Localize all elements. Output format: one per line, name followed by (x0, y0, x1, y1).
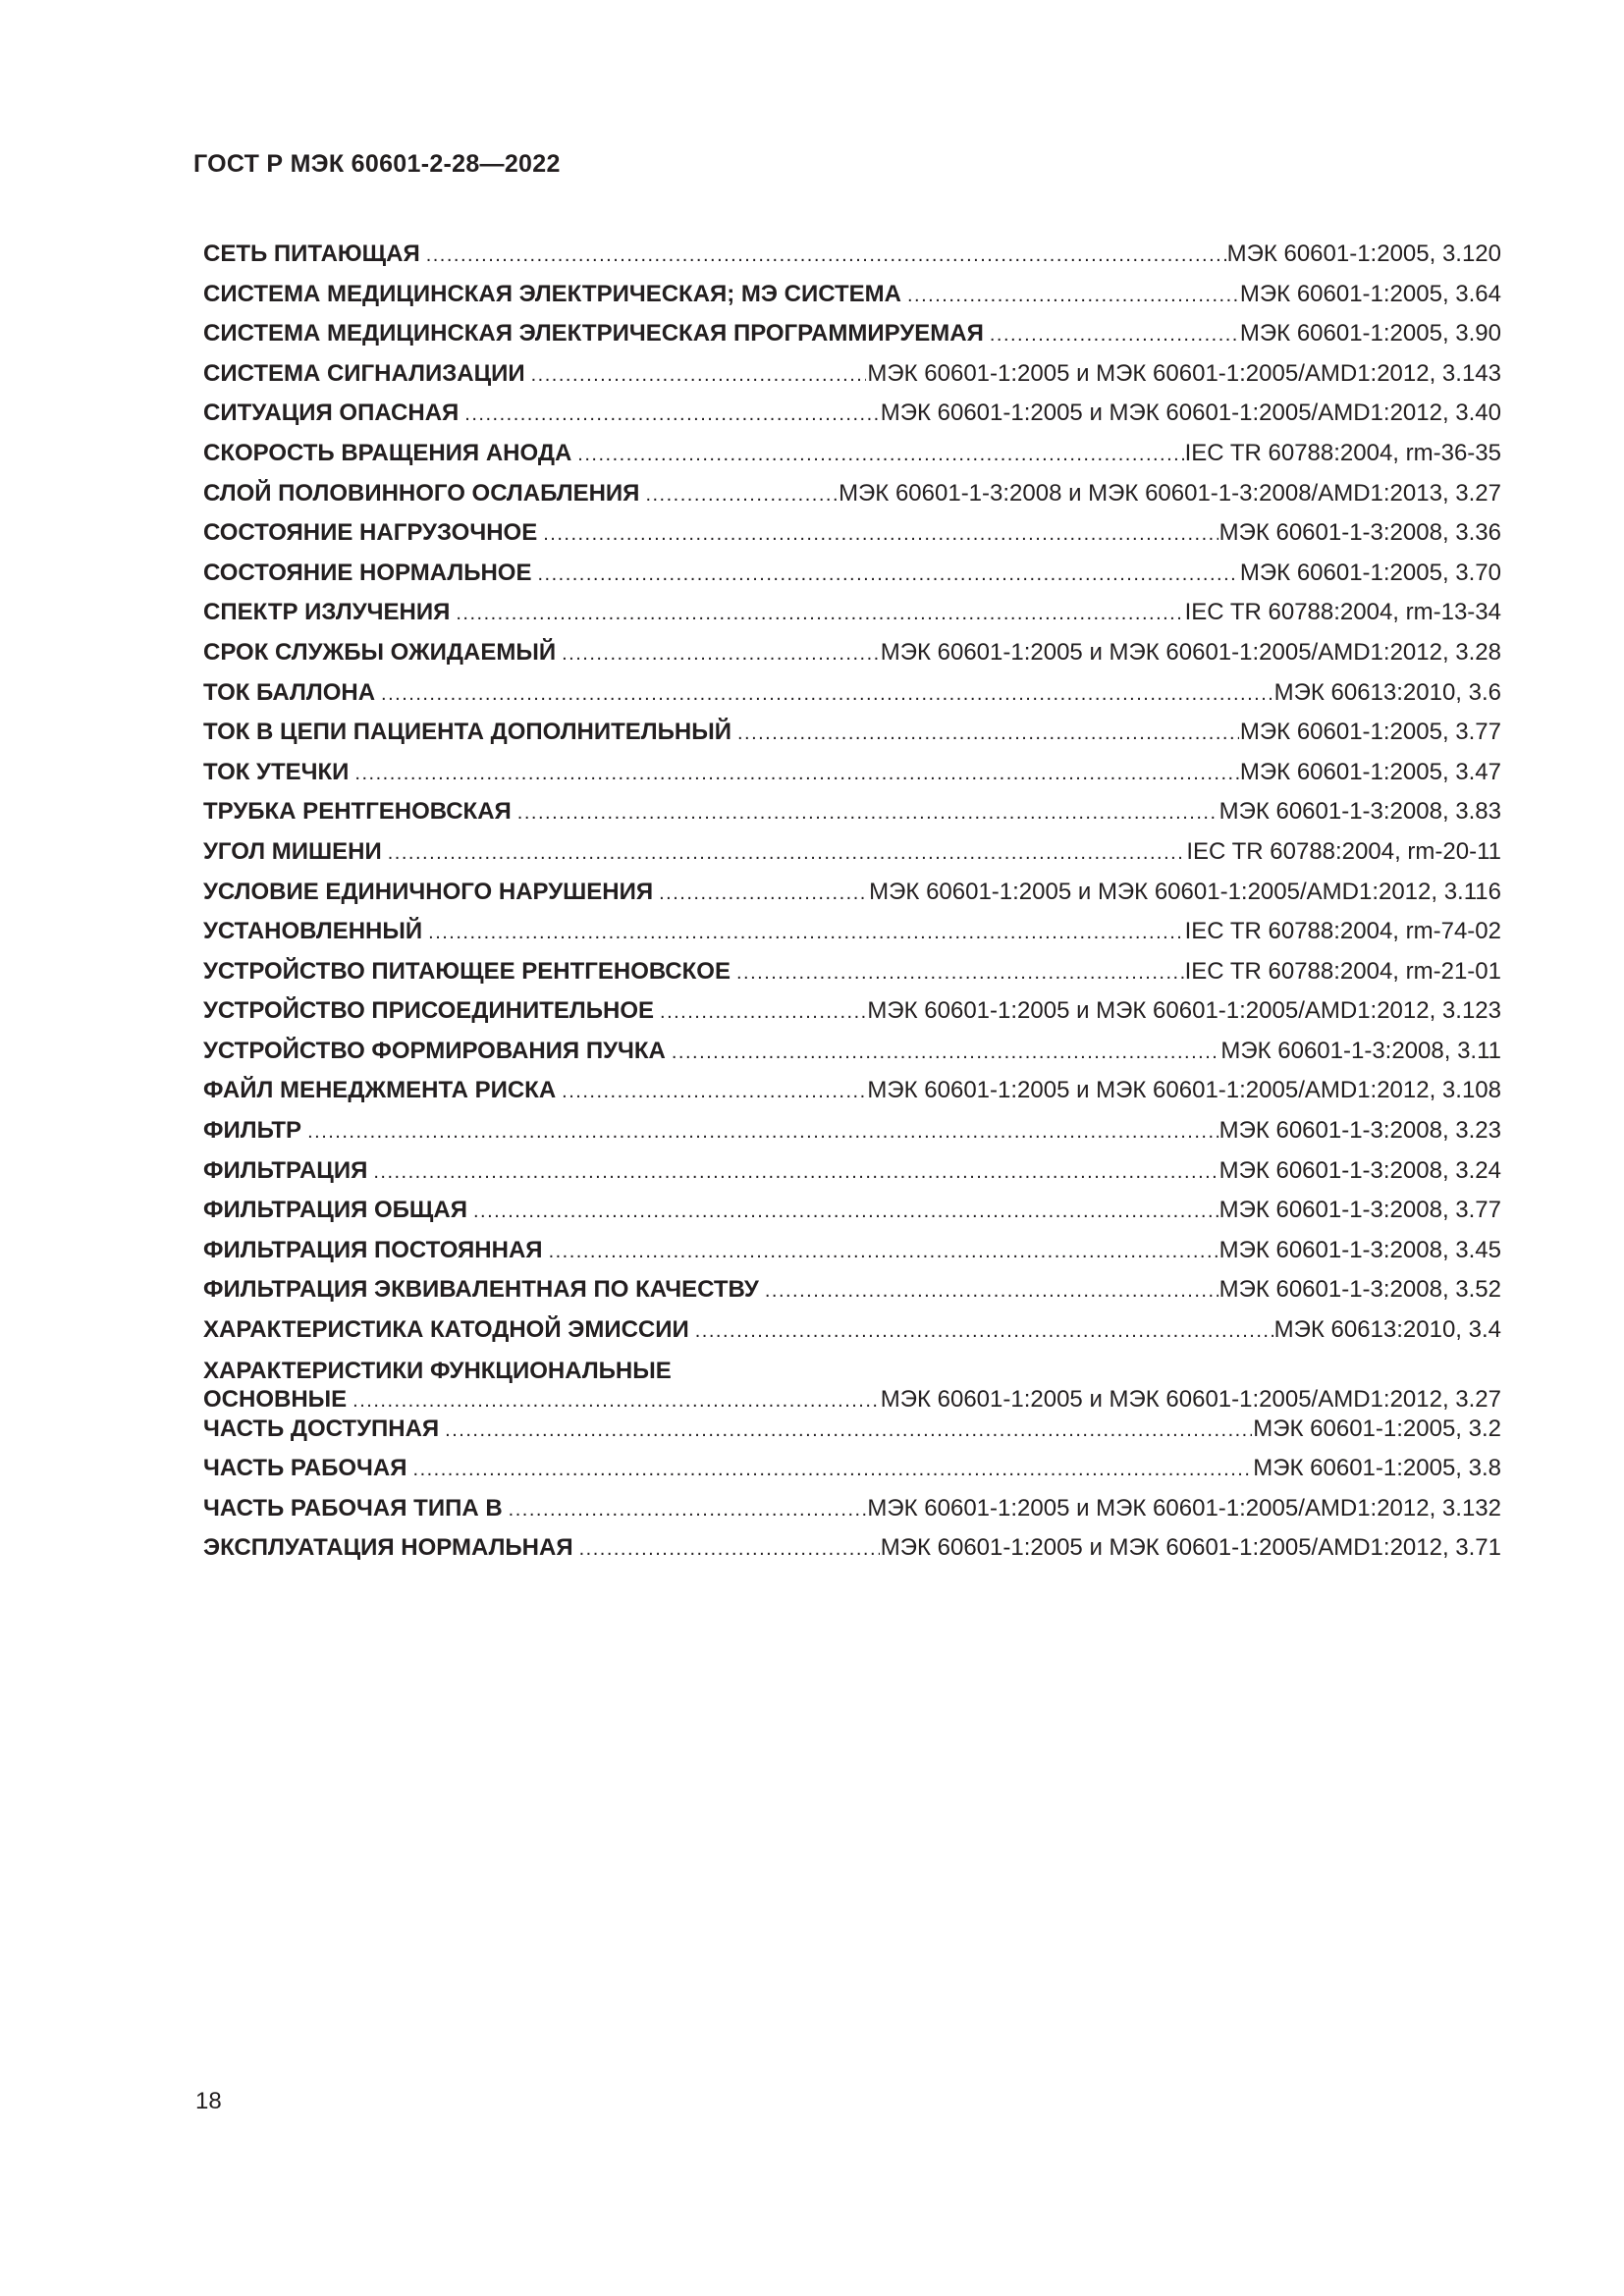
dot-leader (381, 674, 1273, 714)
index-reference: МЭК 60601-1:2005 и МЭК 60601-1:2005/AMD1:2012, 3.108 (867, 1077, 1501, 1104)
document-header: ГОСТ Р МЭК 60601-2-28—2022 (193, 150, 561, 178)
dot-leader (736, 953, 1184, 992)
dot-leader (388, 833, 1186, 873)
dot-leader (456, 594, 1183, 633)
index-entry (203, 275, 1501, 315)
index-entry (203, 1410, 1501, 1450)
index-entry (203, 952, 1501, 992)
dot-leader (562, 634, 880, 673)
index-reference: МЭК 60613:2010, 3.4 (1273, 1316, 1501, 1344)
index-reference: МЭК 60601-1:2005, 3.64 (1239, 280, 1501, 307)
index-entry (203, 1270, 1501, 1310)
index-term: УСТРОЙСТВО ПРИСОЕДИНИТЕЛЬНОЕ (203, 997, 655, 1025)
term-index-list (203, 235, 1501, 1569)
index-reference: МЭК 60601-1:2005 и МЭК 60601-1:2005/AMD1:2012, 3.132 (867, 1494, 1501, 1522)
index-reference: МЭК 60601-1:2005 и МЭК 60601-1:2005/AMD1:2012, 3.71 (880, 1534, 1501, 1562)
dot-leader (352, 1387, 880, 1410)
index-entry (203, 1111, 1501, 1151)
index-term: СИСТЕМА СИГНАЛИЗАЦИИ (203, 359, 525, 387)
index-term: ЧАСТЬ РАБОЧАЯ ТИПА B (203, 1494, 503, 1522)
index-reference: МЭК 60601-1:2005 и МЭК 60601-1:2005/AMD1:2012, 3.116 (869, 878, 1501, 905)
index-entry (203, 633, 1501, 673)
index-reference: МЭК 60601-1:2005 и МЭК 60601-1:2005/AMD1:2012, 3.123 (867, 997, 1501, 1025)
index-term-line2 (203, 1386, 1501, 1410)
index-reference: МЭК 60601-1:2005, 3.8 (1253, 1455, 1501, 1482)
index-entry (203, 1032, 1501, 1072)
index-entry (203, 1151, 1501, 1192)
index-term: УГОЛ МИШЕНИ (203, 837, 382, 865)
index-entry (203, 713, 1501, 753)
dot-leader (428, 913, 1183, 952)
dot-leader (579, 1529, 880, 1569)
index-reference: МЭК 60601-1:2005, 3.70 (1239, 559, 1501, 586)
dot-leader (307, 1112, 1218, 1151)
index-term: ФИЛЬТР (203, 1117, 302, 1145)
index-entry (203, 235, 1501, 275)
index-term: СРОК СЛУЖБЫ ОЖИДАЕМЫЙ (203, 638, 557, 666)
index-term: ХАРАКТЕРИСТИКА КАТОДНОЙ ЭМИССИИ (203, 1316, 689, 1344)
index-entry (203, 394, 1501, 434)
index-term: ЭКСПЛУАТАЦИЯ НОРМАЛЬНАЯ (203, 1534, 573, 1562)
index-reference: МЭК 60601-1-3:2008, 3.52 (1218, 1276, 1501, 1304)
dot-leader (537, 555, 1238, 594)
index-term: ФАЙЛ МЕНЕДЖМЕНТА РИСКА (203, 1077, 557, 1104)
dot-leader (672, 1033, 1220, 1072)
index-reference: МЭК 60601-1:2005, 3.2 (1253, 1415, 1501, 1442)
dot-leader (659, 874, 868, 913)
index-entry (203, 792, 1501, 832)
index-entry (203, 1351, 1501, 1410)
index-reference: МЭК 60601-1-3:2008, 3.11 (1220, 1037, 1501, 1064)
index-term: ТРУБКА РЕНТГЕНОВСКАЯ (203, 798, 512, 826)
dot-leader (990, 315, 1239, 354)
index-term: УСТАНОВЛЕННЫЙ (203, 918, 423, 945)
dot-leader (562, 1072, 866, 1111)
index-term: СПЕКТР ИЗЛУЧЕНИЯ (203, 599, 451, 626)
dot-leader (543, 514, 1218, 554)
index-reference: МЭК 60601-1-3:2008, 3.36 (1218, 519, 1501, 547)
index-term: СИСТЕМА МЕДИЦИНСКАЯ ЭЛЕКТРИЧЕСКАЯ; МЭ СИСТЕМА (203, 280, 901, 307)
index-term: ТОК В ЦЕПИ ПАЦИЕНТА ДОПОЛНИТЕЛЬНЫЙ (203, 719, 731, 746)
index-reference: МЭК 60601-1-3:2008, 3.23 (1218, 1117, 1501, 1145)
index-entry (203, 1231, 1501, 1271)
index-term: ФИЛЬТРАЦИЯ (203, 1156, 368, 1184)
index-reference: МЭК 60601-1:2005 и МЭК 60601-1:2005/AMD1:2012, 3.27 (880, 1385, 1501, 1410)
index-term: СИТУАЦИЯ ОПАСНАЯ (203, 400, 460, 427)
index-reference: МЭК 60601-1:2005, 3.90 (1239, 320, 1501, 347)
index-entry (203, 673, 1501, 714)
dot-leader (354, 754, 1239, 793)
index-entry (203, 753, 1501, 793)
index-reference: МЭК 60601-1:2005 и МЭК 60601-1:2005/AMD1:2012, 3.40 (880, 400, 1501, 427)
index-reference: МЭК 60601-1:2005, 3.47 (1239, 758, 1501, 785)
index-term: ФИЛЬТРАЦИЯ ЭКВИВАЛЕНТНАЯ ПО КАЧЕСТВУ (203, 1276, 759, 1304)
dot-leader (509, 1490, 867, 1529)
index-term: ТОК УТЕЧКИ (203, 758, 350, 785)
index-reference: IEC TR 60788:2004, rm-20-11 (1186, 837, 1501, 865)
dot-leader (765, 1271, 1218, 1310)
index-entry (203, 1449, 1501, 1489)
index-reference: МЭК 60601-1:2005 и МЭК 60601-1:2005/AMD1:2012, 3.143 (867, 359, 1501, 387)
index-entry (203, 873, 1501, 913)
index-reference: МЭК 60601-1-3:2008 и МЭК 60601-1-3:2008/AMD1:2013, 3.27 (839, 479, 1501, 507)
index-entry (203, 1310, 1501, 1351)
index-entry (203, 1489, 1501, 1529)
index-entry (203, 832, 1501, 873)
index-entry (203, 991, 1501, 1032)
index-entry (203, 1191, 1501, 1231)
dot-leader (445, 1411, 1252, 1450)
index-reference: МЭК 60601-1:2005, 3.120 (1226, 240, 1501, 267)
dot-leader (907, 276, 1239, 315)
page-number: 18 (195, 2088, 222, 2114)
dot-leader (464, 395, 879, 434)
dot-leader (426, 236, 1226, 275)
index-reference: МЭК 60613:2010, 3.6 (1273, 678, 1501, 706)
index-reference: МЭК 60601-1-3:2008, 3.77 (1218, 1197, 1501, 1224)
index-term: ТОК БАЛЛОНА (203, 678, 376, 706)
index-entry (203, 554, 1501, 594)
index-term: ЧАСТЬ ДОСТУПНАЯ (203, 1415, 440, 1442)
dot-leader (517, 793, 1218, 832)
index-term: ФИЛЬТРАЦИЯ ОБЩАЯ (203, 1197, 467, 1224)
index-entry (203, 314, 1501, 354)
index-reference: IEC TR 60788:2004, rm-13-34 (1184, 599, 1501, 626)
index-reference: МЭК 60601-1-3:2008, 3.45 (1218, 1236, 1501, 1263)
index-term: УСТРОЙСТВО ПИТАЮЩЕЕ РЕНТГЕНОВСКОЕ (203, 957, 731, 985)
index-term: СКОРОСТЬ ВРАЩЕНИЯ АНОДА (203, 439, 572, 466)
index-entry (203, 593, 1501, 633)
index-entry (203, 434, 1501, 474)
index-reference: МЭК 60601-1-3:2008, 3.83 (1218, 798, 1501, 826)
dot-leader (473, 1192, 1218, 1231)
index-entry (203, 912, 1501, 952)
index-reference: МЭК 60601-1:2005 и МЭК 60601-1:2005/AMD1:2012, 3.28 (880, 638, 1501, 666)
index-term: ОСНОВНЫЕ (203, 1385, 348, 1410)
index-term: СОСТОЯНИЕ НОРМАЛЬНОЕ (203, 559, 532, 586)
dot-leader (413, 1450, 1253, 1489)
dot-leader (577, 435, 1183, 474)
dot-leader (737, 714, 1239, 753)
dot-leader (531, 355, 867, 395)
index-reference: IEC TR 60788:2004, rm-21-01 (1184, 957, 1501, 985)
index-term: УСЛОВИЕ ЕДИНИЧНОГО НАРУШЕНИЯ (203, 878, 654, 905)
dot-leader (695, 1311, 1273, 1351)
dot-leader (373, 1152, 1218, 1192)
index-entry (203, 474, 1501, 514)
index-entry (203, 513, 1501, 554)
index-term: УСТРОЙСТВО ФОРМИРОВАНИЯ ПУЧКА (203, 1037, 666, 1064)
index-reference: МЭК 60601-1-3:2008, 3.24 (1218, 1156, 1501, 1184)
dot-leader (549, 1232, 1218, 1271)
index-reference: МЭК 60601-1:2005, 3.77 (1239, 719, 1501, 746)
dot-leader (660, 992, 866, 1032)
index-term: ЧАСТЬ РАБОЧАЯ (203, 1455, 407, 1482)
dot-leader (645, 475, 838, 514)
index-term: СЕТЬ ПИТАЮЩАЯ (203, 240, 420, 267)
index-reference: IEC TR 60788:2004, rm-74-02 (1184, 918, 1501, 945)
index-entry (203, 354, 1501, 395)
index-reference: IEC TR 60788:2004, rm-36-35 (1184, 439, 1501, 466)
index-term: ФИЛЬТРАЦИЯ ПОСТОЯННАЯ (203, 1236, 543, 1263)
index-entry (203, 1528, 1501, 1569)
index-term: СИСТЕМА МЕДИЦИНСКАЯ ЭЛЕКТРИЧЕСКАЯ ПРОГРАММИРУЕМАЯ (203, 320, 984, 347)
index-entry (203, 1071, 1501, 1111)
index-term: СЛОЙ ПОЛОВИННОГО ОСЛАБЛЕНИЯ (203, 479, 640, 507)
index-term-line1: ХАРАКТЕРИСТИКИ ФУНКЦИОНАЛЬНЫЕ (203, 1357, 672, 1384)
index-term: СОСТОЯНИЕ НАГРУЗОЧНОЕ (203, 519, 538, 547)
